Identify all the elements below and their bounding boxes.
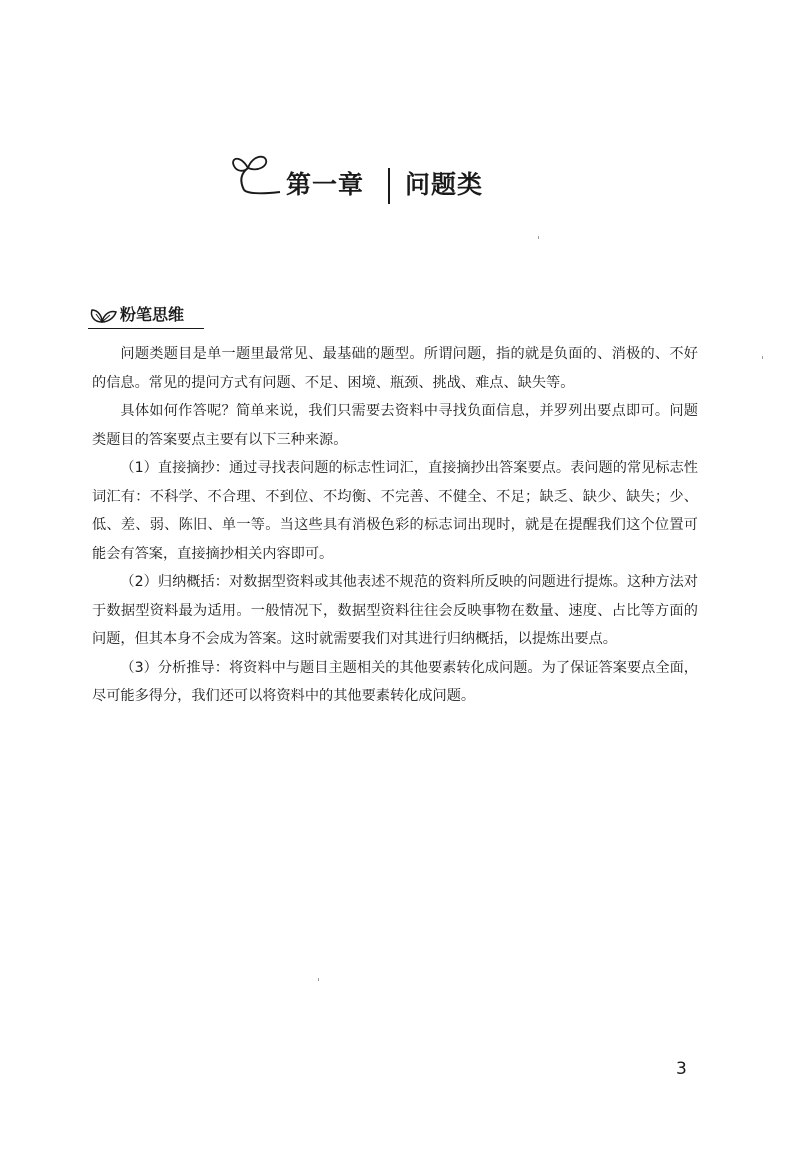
paragraph-item-2 (92, 568, 698, 654)
body-text (92, 340, 698, 711)
item-2-heading: （2）归纳概括： (120, 574, 229, 590)
item-1-heading: （1）直接摘抄： (120, 460, 229, 476)
paragraph-item-3 (92, 654, 698, 711)
sprout-icon (228, 150, 288, 200)
paragraph-intro: 问题类题目是单一题里最常见、最基础的题型。所谓问题，指的就是负面的、消极的、不好的信息。常见的提问方式有问题、不足、困境、瓶颈、挑战、难点、缺失等。 (92, 346, 698, 391)
scan-speck (538, 236, 539, 239)
section-header (88, 302, 218, 332)
chapter-number: 第一章 (286, 170, 365, 199)
section-title: 粉笔思维 (120, 305, 185, 324)
item-3-heading: （3）分析推导： (120, 659, 229, 676)
paragraph-item-1 (92, 454, 698, 568)
scan-speck (762, 356, 763, 359)
chapter-title: 问题类 (405, 170, 484, 199)
chapter-divider (388, 168, 390, 204)
page-number: 3 (676, 1059, 687, 1079)
chapter-header (228, 150, 528, 212)
item-2-body: 对数据型资料或其他表述不规范的资料所反映的问题进行提炼。这种方法对于数据型资料最为适用。一般情况下，数据型资料往往会反映事物在数量、速度、占比等方面的问题，但其本身不会成为答案。这时就需要我们对其进行归纳概括，以提炼出要点。 (92, 574, 698, 647)
item-3-body: 将资料中与题目主题相关的其他要素转化成问题。为了保证答案要点全面，尽可能多得分，我们还可以将资料中的其他要素转化成问题。 (92, 659, 698, 704)
leaf-icon (88, 306, 118, 326)
scan-speck (318, 978, 319, 981)
section-underline (88, 328, 204, 329)
paragraph-method: 具体如何作答呢？简单来说，我们只需要去资料中寻找负面信息，并罗列出要点即可。问题类题目的答案要点主要有以下三种来源。 (92, 403, 698, 448)
item-1-body: 通过寻找表问题的标志性词汇，直接摘抄出答案要点。表问题的常见标志性词汇有：不科学、不合理、不到位、不均衡、不完善、不健全、不足；缺乏、缺少、缺失；少、低、差、弱、陈旧、单一等。当这些具有消极色彩的标志词出现时，就是在提醒我们这个位置可能会有答案，直接摘抄相关内容即可。 (92, 460, 698, 562)
